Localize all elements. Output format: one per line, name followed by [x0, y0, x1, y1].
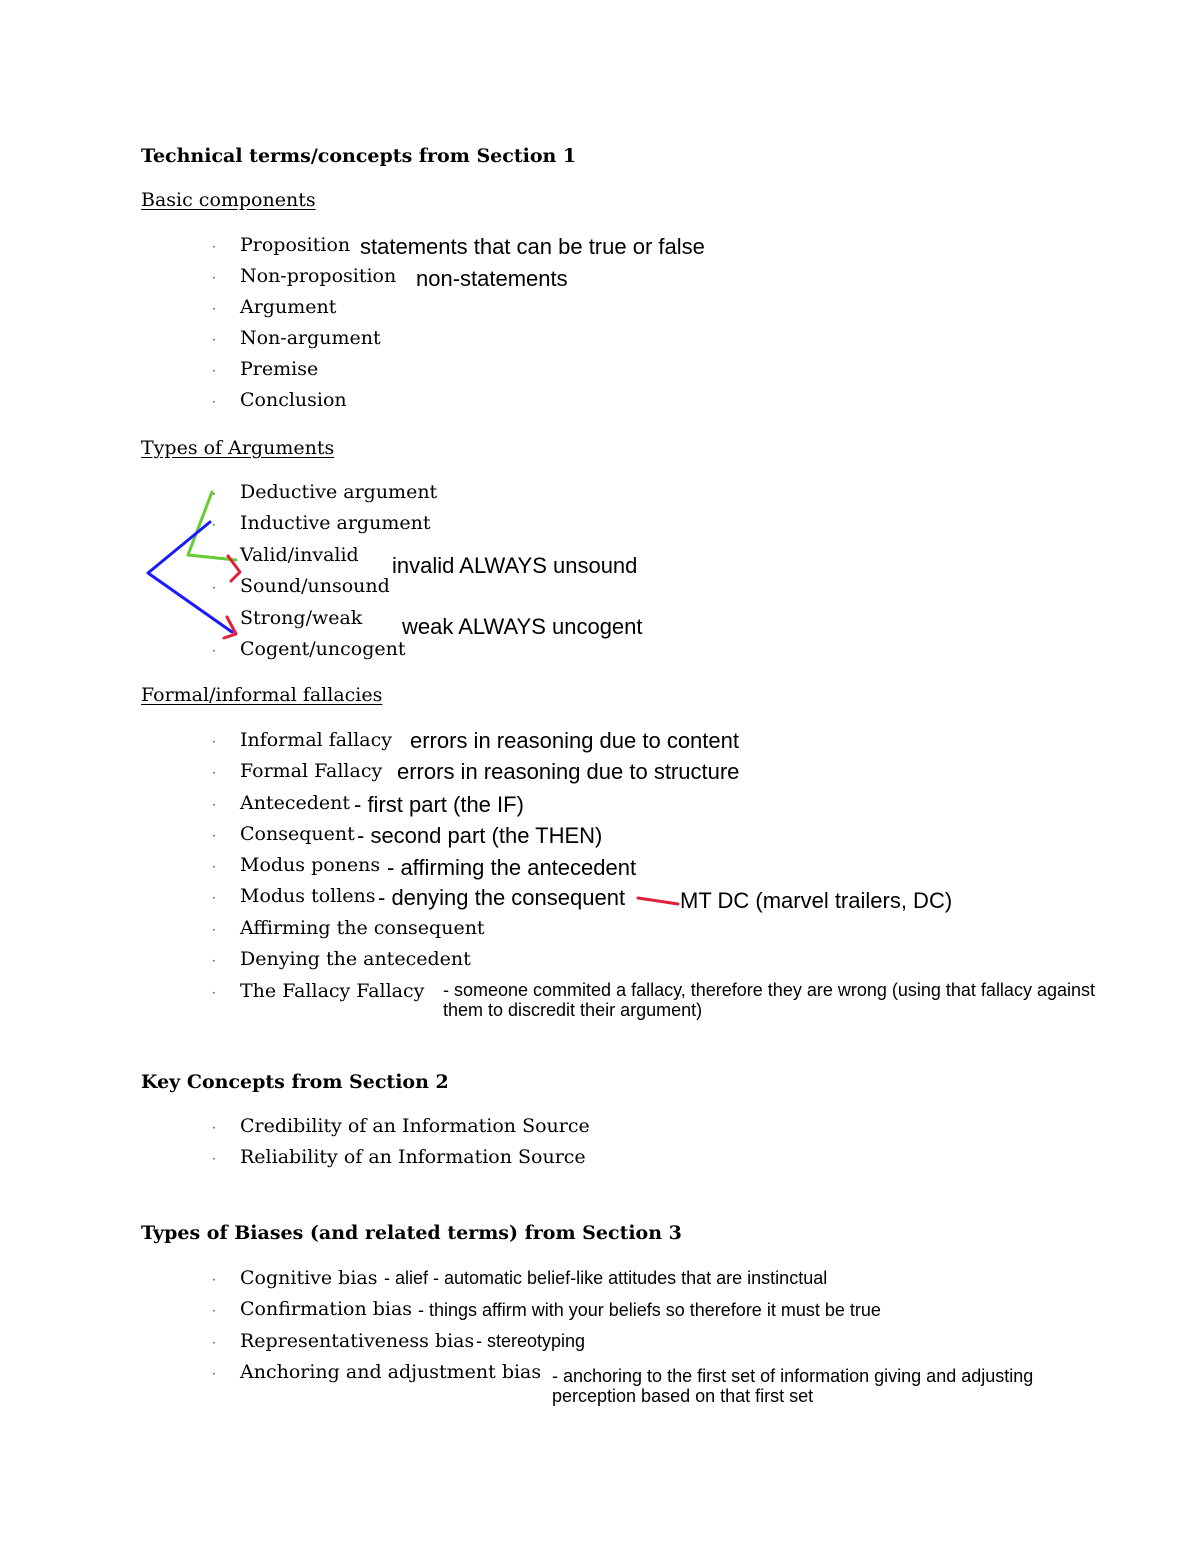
list-item: Informal fallacy	[240, 729, 392, 751]
bullet: ·	[212, 891, 216, 905]
fallacies-heading: Formal/informal fallacies	[141, 684, 383, 706]
list-item: Cogent/uncogent	[240, 638, 406, 660]
list-item: Valid/invalid	[240, 544, 359, 566]
bullet: ·	[212, 581, 216, 595]
section2-title: Key Concepts from Section 2	[141, 1071, 449, 1093]
list-item: Credibility of an Information Source	[240, 1115, 590, 1137]
bullet: ·	[212, 766, 216, 780]
list-item: Proposition	[240, 234, 351, 256]
bullet: ·	[212, 735, 216, 749]
antecedent-note: - first part (the IF)	[354, 792, 524, 817]
bullet: ·	[212, 550, 216, 564]
list-item: Antecedent	[240, 792, 351, 814]
list-item: Anchoring and adjustment bias	[240, 1361, 542, 1383]
bullet: ·	[212, 829, 216, 843]
list-item: Premise	[240, 358, 319, 380]
red-arrowhead-cogent	[224, 617, 236, 638]
section1-title: Technical terms/concepts from Section 1	[141, 145, 577, 167]
red-arrowhead-sound	[228, 556, 240, 581]
list-item: Modus ponens	[240, 854, 381, 876]
bullet: ·	[212, 302, 216, 316]
list-item: Representativeness bias	[240, 1330, 475, 1352]
bullet: ·	[212, 644, 216, 658]
list-item: Consequent	[240, 823, 355, 845]
types-of-arguments-heading: Types of Arguments	[141, 437, 335, 459]
list-item: Reliability of an Information Source	[240, 1146, 586, 1168]
red-connector-line	[638, 898, 678, 904]
proposition-note: statements that can be true or false	[360, 234, 705, 259]
consequent-note: - second part (the THEN)	[357, 823, 603, 848]
bullet: ·	[212, 395, 216, 409]
bullet: ·	[212, 1121, 216, 1135]
list-item: Denying the antecedent	[240, 948, 471, 970]
list-item: The Fallacy Fallacy	[240, 980, 425, 1002]
list-item: Cognitive bias	[240, 1267, 378, 1289]
bullet: ·	[212, 1152, 216, 1166]
fallacy-fallacy-note: - someone commited a fallacy, therefore they are wrong (using that fallacy against them to discredit their argument)	[443, 980, 1095, 1020]
bullet: ·	[212, 1304, 216, 1318]
bullet: ·	[212, 954, 216, 968]
bullet: ·	[212, 333, 216, 347]
modus-ponens-note: - affirming the antecedent	[387, 855, 637, 880]
strong-note: weak ALWAYS uncogent	[402, 614, 643, 639]
bullet: ·	[212, 1273, 216, 1287]
bullet: ·	[212, 487, 216, 501]
bullet: ·	[212, 923, 216, 937]
section3-title: Types of Biases (and related terms) from Section 3	[141, 1222, 682, 1244]
list-item: Confirmation bias	[240, 1298, 413, 1320]
anchoring-bias-note: - anchoring to the first set of information giving and adjusting perception based on that first set	[552, 1366, 1034, 1406]
modus-tollens-note: - denying the consequent	[378, 885, 626, 910]
list-item: Argument	[240, 296, 337, 318]
representativeness-bias-note: - stereotyping	[476, 1331, 586, 1351]
cognitive-bias-note: - alief - automatic belief-like attitudes that are instinctual	[384, 1268, 828, 1288]
basic-components-heading: Basic components	[141, 189, 316, 211]
modus-tollens-mnemonic: MT DC (marvel trailers, DC)	[680, 888, 953, 913]
list-item: Non-proposition	[240, 265, 397, 287]
bullet: ·	[212, 986, 216, 1000]
bullet: ·	[212, 240, 216, 254]
list-item: Conclusion	[240, 389, 347, 411]
bullet: ·	[212, 1367, 216, 1381]
bullet: ·	[212, 798, 216, 812]
bullet: ·	[212, 860, 216, 874]
list-item: Formal Fallacy	[240, 760, 383, 782]
bullet: ·	[212, 613, 216, 627]
bullet: ·	[212, 1336, 216, 1350]
bullet: ·	[212, 271, 216, 285]
bullet: ·	[212, 364, 216, 378]
confirmation-bias-note: - things affirm with your beliefs so therefore it must be true	[418, 1300, 881, 1320]
list-item: Affirming the consequent	[240, 917, 485, 939]
list-item: Deductive argument	[240, 481, 438, 503]
list-item: Inductive argument	[240, 512, 431, 534]
non-proposition-note: non-statements	[416, 266, 568, 291]
bullet: ·	[212, 518, 216, 532]
list-item: Non-argument	[240, 327, 381, 349]
informal-note: errors in reasoning due to content	[410, 728, 739, 753]
formal-note: errors in reasoning due to structure	[397, 759, 740, 784]
list-item: Strong/weak	[240, 607, 363, 629]
list-item: Sound/unsound	[240, 575, 390, 597]
list-item: Modus tollens	[240, 885, 376, 907]
blue-bracket-line	[148, 522, 232, 632]
valid-note: invalid ALWAYS unsound	[392, 553, 638, 578]
